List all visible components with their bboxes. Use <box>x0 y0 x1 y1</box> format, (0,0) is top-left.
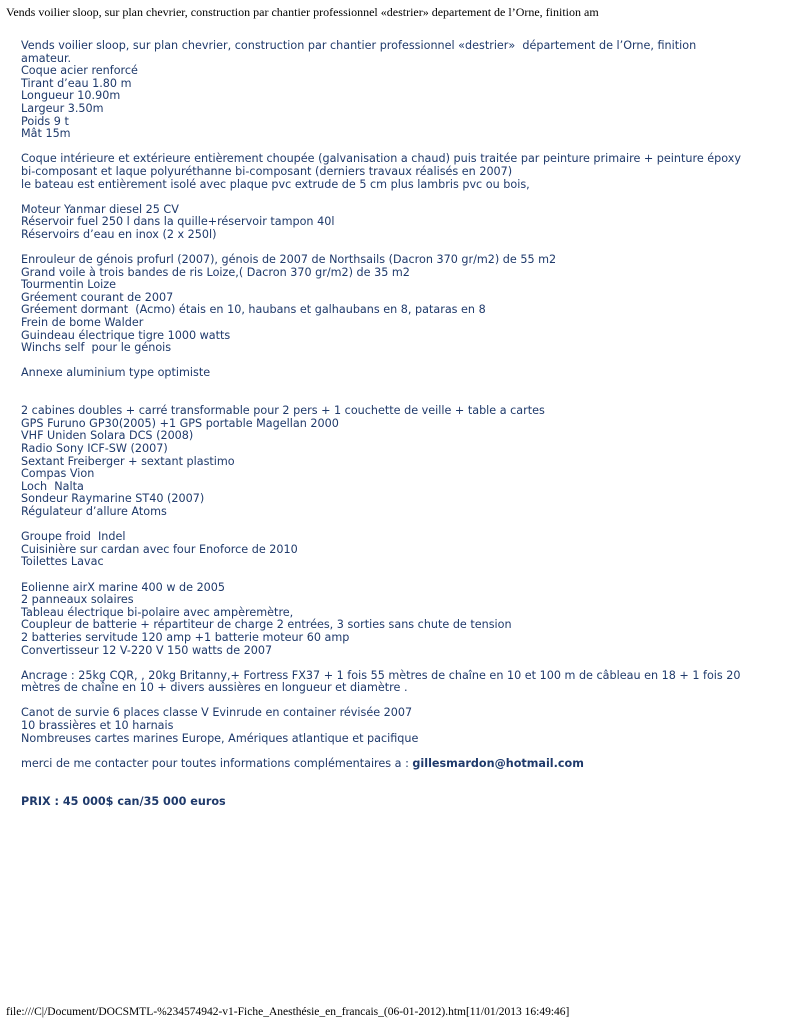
electrical-item: Convertisseur 12 V-220 V 150 watts de 2007 <box>21 643 273 657</box>
navigation-item: Radio Sony ICF-SW (2007) <box>21 442 168 455</box>
navigation-item: VHF Uniden Solara DCS (2008) <box>21 429 194 443</box>
page-footer-path: file:///C|/Document/DOCSMTL-%234574942-v1-Fiche_Anesthésie_en_francais_(06-01-2012).htm[11/01/2013 16:49:46] <box>6 1006 570 1018</box>
navigation-item: Sondeur Raymarine ST40 (2007) <box>21 492 205 506</box>
galley-item: Toilettes Lavac <box>21 555 104 569</box>
rigging-item: Enrouleur de génois profurl (2007), génois de 2007 de Northsails (Dacron 370 gr/m2) de 55 m2 <box>21 253 557 267</box>
contact-line <box>21 758 743 771</box>
electrical-item: Eolienne airX marine 400 w de 2005 <box>21 580 226 594</box>
galley-item: Cuisinière sur cardan avec four Enoforce de 2010 <box>21 542 298 556</box>
rigging-item: Grand voile à trois bandes de ris Loize,( Dacron 370 gr/m2) de 35 m2 <box>21 265 410 279</box>
rigging-item: Winchs self pour le génois <box>21 341 172 355</box>
intro-line: Vends voilier sloop, sur plan chevrier, construction par chantier professionnel «destrier» département de l’Orne, finition amateur. <box>21 39 700 65</box>
contact-email: gillesmardon@hotmail.com <box>412 756 584 770</box>
electrical-item: 2 panneaux solaires <box>21 593 134 607</box>
price-text: PRIX : 45 000$ can/35 000 euros <box>21 794 226 808</box>
safety-item: 10 brassières et 10 harnais <box>21 719 174 733</box>
spec-item: Tirant d’eau 1.80 m <box>21 76 132 90</box>
tender-text: Annexe aluminium type optimiste <box>21 366 211 380</box>
safety-item: Nombreuses cartes marines Europe, Amériques atlantique et pacifique <box>21 731 419 745</box>
navigation-item: 2 cabines doubles + carré transformable pour 2 pers + 1 couchette de veille + table a cartes <box>21 404 545 418</box>
engine-list <box>21 204 743 242</box>
rigging-item: Gréement courant de 2007 <box>21 290 174 304</box>
engine-item: Réservoir fuel 250 l dans la quille+réservoir tampon 40l <box>21 215 335 229</box>
specs-list <box>21 65 743 141</box>
spec-item: Coque acier renforcé <box>21 64 138 78</box>
spec-item: Longueur 10.90m <box>21 89 121 103</box>
rigging-item: Frein de bome Walder <box>21 316 144 330</box>
listing-content <box>21 40 743 808</box>
navigation-item: Régulateur d’allure Atoms <box>21 504 167 518</box>
safety-item: Canot de survie 6 places classe V Evinrude en container révisée 2007 <box>21 706 413 720</box>
rigging-list <box>21 254 743 355</box>
rigging-item: Tourmentin Loize <box>21 278 117 292</box>
electrical-item: Tableau électrique bi-polaire avec ampèremètre, <box>21 605 294 619</box>
electrical-item: Coupleur de batterie + répartiteur de charge 2 entrées, 3 sorties sans chute de tension <box>21 618 512 632</box>
page-header-title: Vends voilier sloop, sur plan chevrier, construction par chantier professionnel «destrier» departement de l’Orne, finition am <box>6 5 599 19</box>
rigging-item: Guindeau électrique tigre 1000 watts <box>21 328 231 342</box>
hull-treatment-text: Coque intérieure et extérieure entièrement choupée (galvanisation a chaud) puis traitée par peinture primaire + peinture époxy bi-composant et laque polyuréthanne bi-composant (derniers travaux réalisés en 2007) <box>21 152 745 178</box>
navigation-item: GPS Furuno GP30(2005) +1 GPS portable Magellan 2000 <box>21 416 339 430</box>
navigation-item: Compas Vion <box>21 467 95 481</box>
navigation-item: Loch Nalta <box>21 479 84 493</box>
safety-list <box>21 707 743 745</box>
galley-list <box>21 531 743 569</box>
insulation-text: le bateau est entièrement isolé avec plaque pvc extrude de 5 cm plus lambris pvc ou bois, <box>21 177 530 191</box>
navigation-list <box>21 405 743 518</box>
spec-item: Mât 15m <box>21 127 71 141</box>
rigging-item: Gréement dormant (Acmo) étais en 10, haubans et galhaubans en 8, pataras en 8 <box>21 303 486 317</box>
navigation-item: Sextant Freiberger + sextant plastimo <box>21 454 235 468</box>
spec-item: Largeur 3.50m <box>21 101 104 115</box>
engine-item: Réservoirs d’eau en inox (2 x 250l) <box>21 227 217 241</box>
spec-item: Poids 9 t <box>21 114 69 128</box>
electrical-list <box>21 582 743 658</box>
galley-item: Groupe froid Indel <box>21 530 126 544</box>
electrical-item: 2 batteries servitude 120 amp +1 batterie moteur 60 amp <box>21 630 350 644</box>
contact-text: merci de me contacter pour toutes informations complémentaires a : <box>21 756 413 770</box>
anchoring-text: Ancrage : 25kg CQR, , 20kg Britanny,+ Fortress FX37 + 1 fois 55 mètres de chaîne en 10 et 100 m de câbleau en 18 + 1 fois 20 mètres de chaîne en 10 + divers aussières en longueur et diamètre . <box>21 668 745 695</box>
engine-item: Moteur Yanmar diesel 25 CV <box>21 202 179 216</box>
